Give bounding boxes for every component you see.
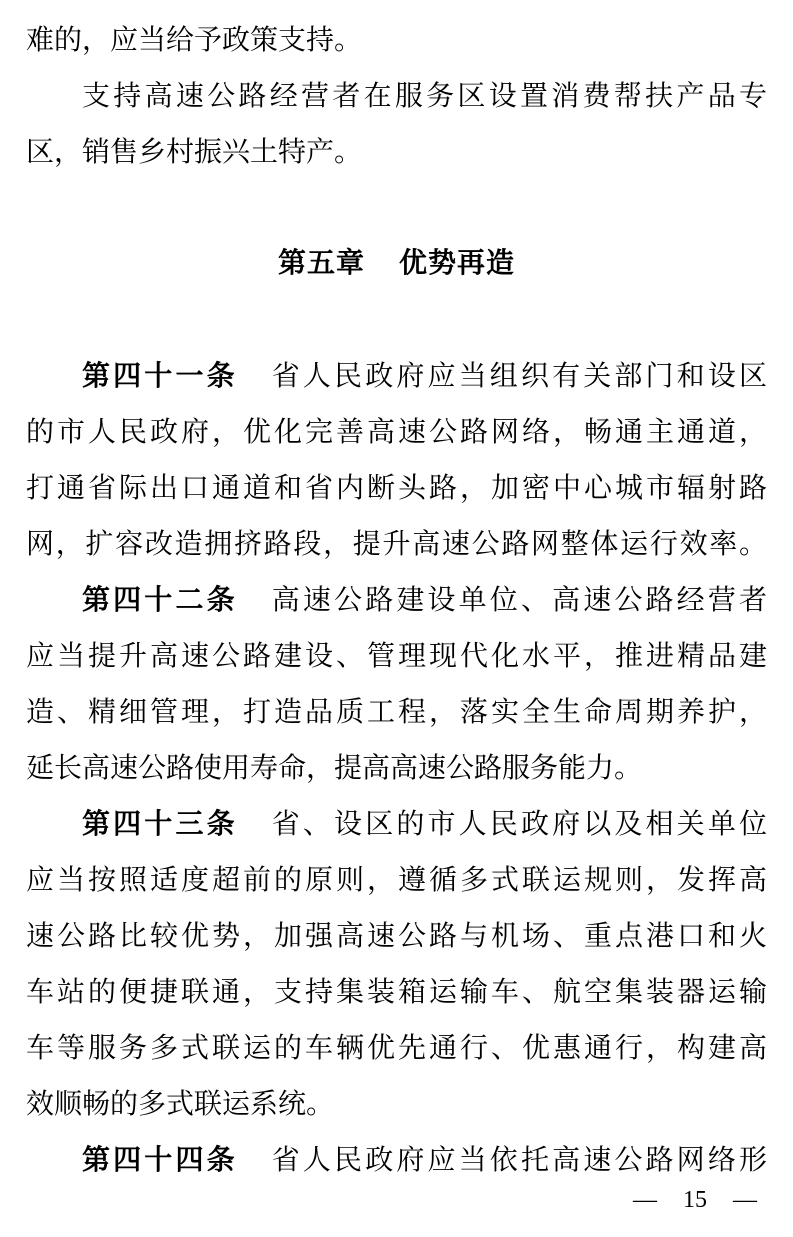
article-number: 第四十三条 <box>82 807 238 840</box>
article-text: 省、设区的市人民政府以及相关单位 <box>271 807 767 840</box>
article-43-first-line <box>82 796 767 852</box>
article-number: 第四十一条 <box>82 359 238 392</box>
article-line: 应当按照适度超前的原则，遵循多式联运规则，发挥高 <box>26 863 767 896</box>
chapter-number: 第五章 <box>277 246 365 279</box>
article-line: 的市人民政府，优化完善高速公路网络，畅通主通道， <box>26 415 767 448</box>
paragraph-line: 区，销售乡村振兴土特产。 <box>26 135 363 168</box>
article-line: 延长高速公路使用寿命，提高高速公路服务能力。 <box>26 751 643 784</box>
article-line: 造、精细管理，打造品质工程，落实全生命周期养护， <box>26 695 767 728</box>
article-text: 高速公路建设单位、高速公路经营者 <box>271 583 767 616</box>
chapter-heading <box>0 235 793 291</box>
page-number <box>0 1182 793 1218</box>
article-44-first-line <box>82 1132 767 1188</box>
article-line: 打通省际出口通道和省内断头路，加密中心城市辐射路 <box>26 471 767 504</box>
page-number-value: 15 <box>683 1187 707 1213</box>
article-text: 省人民政府应当依托高速公路网络形 <box>271 1143 767 1176</box>
paragraph-line: 支持高速公路经营者在服务区设置消费帮扶产品专 <box>82 79 767 112</box>
article-text: 省人民政府应当组织有关部门和设区 <box>271 359 767 392</box>
article-line: 车站的便捷联通，支持集装箱运输车、航空集装器运输 <box>26 975 767 1008</box>
page-number-dash-left: — <box>633 1187 657 1213</box>
article-line: 效顺畅的多式联运系统。 <box>26 1087 335 1120</box>
paragraph-continuation: 难的，应当给予政策支持。 <box>26 23 363 56</box>
article-42-first-line <box>82 572 767 628</box>
chapter-name: 优势再造 <box>399 246 516 279</box>
article-41-first-line <box>82 348 767 404</box>
article-line: 应当提升高速公路建设、管理现代化水平，推进精品建 <box>26 639 767 672</box>
page-number-dash-right: — <box>733 1187 757 1213</box>
article-number: 第四十四条 <box>82 1143 238 1176</box>
article-number: 第四十二条 <box>82 583 238 616</box>
article-line: 车等服务多式联运的车辆优先通行、优惠通行，构建高 <box>26 1031 767 1064</box>
article-line: 网，扩容改造拥挤路段，提升高速公路网整体运行效率。 <box>26 527 767 560</box>
article-line: 速公路比较优势，加强高速公路与机场、重点港口和火 <box>26 919 767 952</box>
